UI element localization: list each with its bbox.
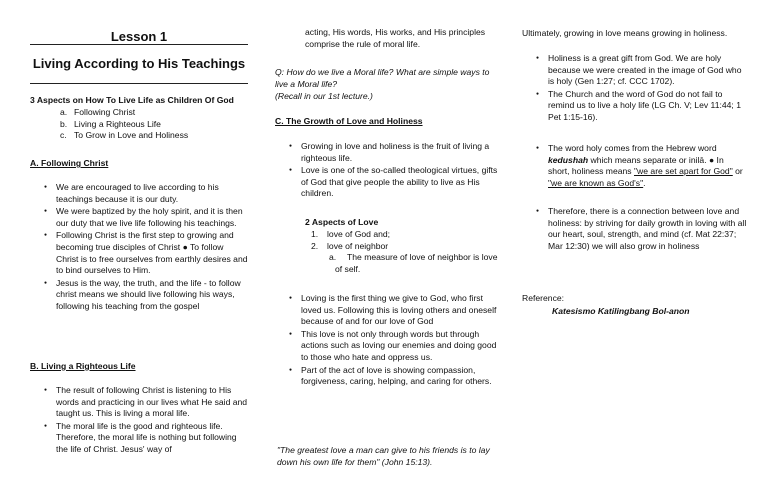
quote-set-apart: "we are set apart for God" (633, 166, 733, 177)
aspect-item (30, 119, 248, 131)
question-text: Q: How do we live a Moral life? What are simple ways to live a Moral life? (275, 67, 490, 89)
love-sub-item (275, 252, 503, 275)
lesson-title: Lesson 1 (110, 29, 168, 44)
list-item: ● We were baptized by the holy spirit, and it is then our duty that we live life following his teachings. (30, 206, 248, 229)
love-aspect-text: love of God and; (327, 229, 391, 239)
reference-label: Reference: (522, 293, 565, 303)
connection-list (522, 206, 747, 253)
lesson-subtitle: Living According to His Teachings (32, 56, 246, 71)
holiness-list (522, 53, 747, 125)
section-a-list (30, 182, 248, 314)
section-a-heading: A. Following Christ (30, 158, 109, 168)
section-c-list-top (275, 141, 503, 201)
aspect-text: Following Christ (74, 107, 136, 117)
list-item: ● We are encouraged to live according to his teachings because it is our duty. (30, 182, 248, 205)
column-3 (522, 0, 747, 503)
list-item: ● Part of the act of love is showing compassion, forgiveness, caring, helping, and caring for others. (275, 365, 503, 388)
list-item: ● Loving is the first thing we give to God, who first loved us. Following this is loving others and oneself because of and for our love of God (275, 293, 503, 328)
reference-title: Katesismo Katilingbang Bol-anon (552, 306, 690, 316)
list-item: ● Jesus is the way, the truth, and the life - to follow christ means we should live following his ways, following his teaching from the gospel (30, 278, 248, 313)
list-item: ● Growing in love and holiness is the fruit of living a righteous life. (275, 141, 503, 164)
section-c-list-bottom (275, 293, 503, 389)
column-2 (275, 0, 503, 503)
love-sub-marker: a. (329, 252, 337, 263)
love-aspect-item (275, 241, 503, 253)
aspects-list (30, 107, 248, 142)
list-item: ● This love is not only through words but through actions such as loving our enemies and doing good to those who hate and oppress us. (275, 329, 503, 364)
aspect-item (30, 130, 248, 142)
list-item: ● The Church and the word of God do not fail to remind us to live a holy life (LG Ch. V; Lev 11:44; 1 Pet 1:15-16). (522, 89, 747, 124)
list-item: ● The moral life is the good and righteous life. Therefore, the moral life is nothing but following the life of Christ. Jesus' way of (30, 421, 248, 456)
aspect-item (30, 107, 248, 119)
love-aspect-marker: 1. (311, 229, 319, 239)
love-aspect-text: love of neighbor (327, 240, 389, 251)
aspect-text: Living a Righteous Life (74, 118, 161, 129)
aspects-heading: 3 Aspects on How To Live Life as Children Of God (30, 95, 234, 105)
list-item: ● Therefore, there is a connection between love and holiness: by striving for daily growth in loving with all our heart, soul, strength, and mind (cf. Mat 22:37; Mar 12:30) we will also grow in holiness (522, 206, 747, 252)
list-item: ● Holiness is a great gift from God. We are holy because we were created in the image of God who is holy (Gen 1:27; cf. CCC 1702). (522, 53, 747, 88)
list-item: ● Love is one of the so-called theological virtues, gifts of God that give people the ability to live as His children. (275, 165, 503, 200)
list-item: ● The result of following Christ is listening to His words and practicing in our lives what He said and taught us. This is living a moral life. (30, 385, 248, 420)
love-heading: 2 Aspects of Love (305, 217, 379, 227)
aspect-marker: c. (60, 130, 67, 141)
list-item-hebrew: ● The word holy comes from the Hebrew word kedushah which means separate or inilā. ● In short, holiness means "we are set apart for God" or "we are known as God's". (522, 143, 747, 189)
hebrew-list (522, 143, 747, 190)
aspect-marker: a. (60, 107, 68, 117)
love-sub-text: The measure of love of neighbor is love of self. (335, 252, 498, 274)
column-1 (30, 0, 248, 503)
title-divider (30, 44, 248, 45)
continuation-text: acting, His words, His works, and His principles comprise the rule of moral life. (305, 27, 486, 49)
section-b-list (30, 385, 248, 457)
quote-known-as-gods: "we are known as God's" (548, 177, 644, 188)
love-aspect-marker: 2. (311, 240, 319, 251)
love-aspect-item (275, 229, 503, 241)
aspect-marker: b. (60, 118, 68, 129)
section-c-heading: C. The Growth of Love and Holiness (275, 116, 423, 126)
aspect-text: To Grow in Love and Holiness (74, 130, 189, 141)
subtitle-divider (30, 83, 248, 84)
hebrew-word: kedushah (548, 154, 589, 165)
love-aspects-list (275, 229, 503, 275)
intro-text: Ultimately, growing in love means growing in holiness. (522, 28, 728, 38)
recall-note: (Recall in our 1st lecture.) (275, 91, 373, 101)
bible-quote: "The greatest love a man can give to his friends is to lay down his own life for them" (John 15:13). (277, 445, 490, 467)
list-item: ● Following Christ is the first step to growing and becoming true disciples of Christ ● To follow Christ is to free ourselves from earthly desires and to bind ourselves to Him. (30, 230, 248, 276)
section-b-heading: B. Living a Righteous Life (30, 361, 136, 371)
